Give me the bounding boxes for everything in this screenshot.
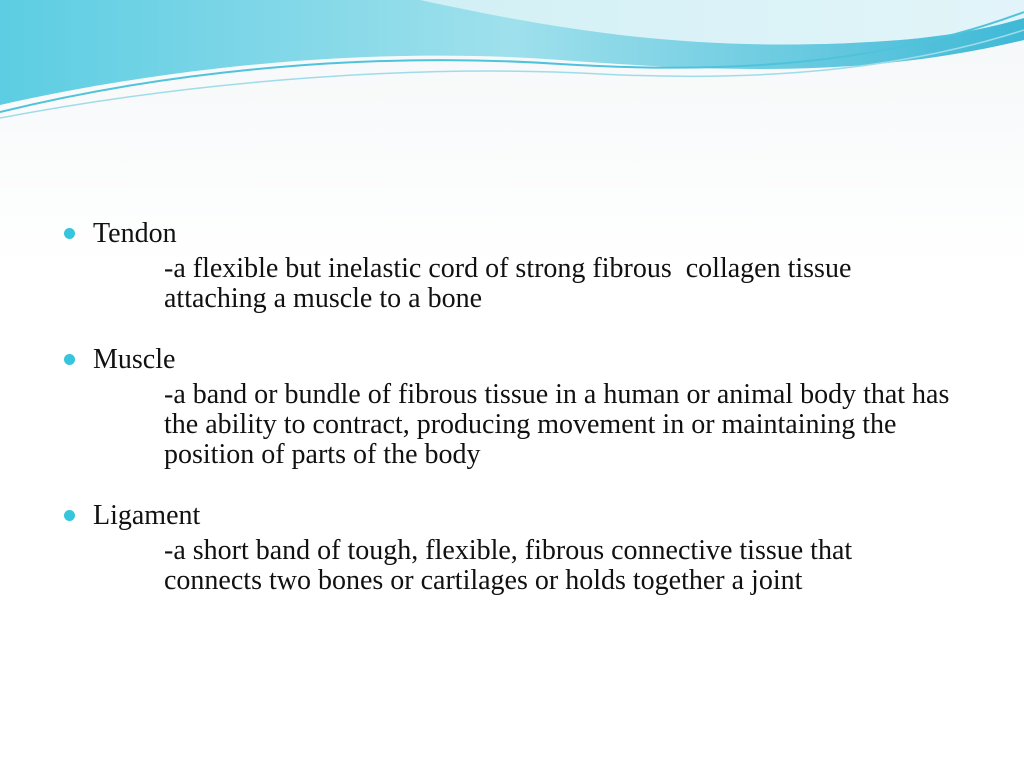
header-wave-decoration [0, 0, 1024, 130]
definition-text: -a flexible but inelastic cord of strong fibrous collagen tissue attaching a muscle to a bone [164, 253, 852, 314]
term-label: Muscle [93, 344, 176, 375]
list-item-muscle [64, 344, 964, 470]
bullet-icon [64, 354, 75, 365]
bullet-icon [64, 510, 75, 521]
term-label: Tendon [93, 218, 177, 249]
definition-text: -a short band of tough, flexible, fibrous connective tissue that connects two bones or cartilages or holds together a joint [164, 535, 853, 596]
bullet-icon [64, 228, 75, 239]
definition-text: -a band or bundle of fibrous tissue in a human or animal body that has the ability to contract, producing movement in or maintaining the position of parts of the body [164, 379, 950, 470]
list-item-tendon [64, 218, 964, 314]
term-label: Ligament [93, 500, 201, 531]
list-item-ligament [64, 500, 964, 596]
bullet-list [64, 218, 964, 626]
